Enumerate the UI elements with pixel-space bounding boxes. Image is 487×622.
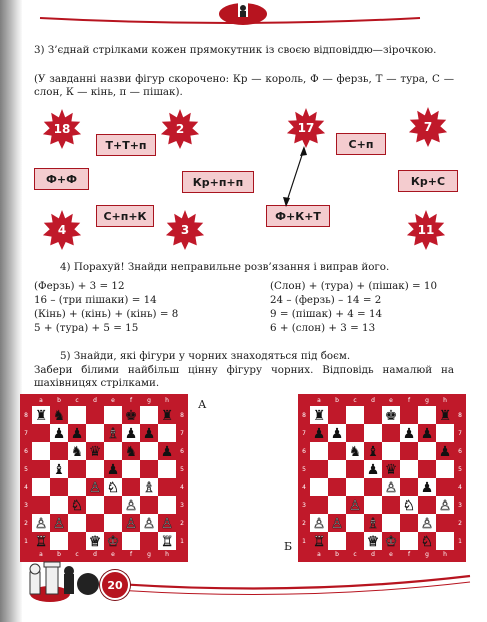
equation: (Ферзь) + 3 = 12 bbox=[34, 280, 125, 292]
chess-piece-icon[interactable]: ♕ bbox=[366, 534, 380, 550]
board-square[interactable] bbox=[400, 514, 418, 532]
equation: 5 + (тура) + 5 = 15 bbox=[34, 322, 139, 334]
chess-piece-icon[interactable]: ♗ bbox=[366, 516, 380, 532]
board-square[interactable] bbox=[382, 514, 400, 532]
expression-box[interactable]: С+п+К bbox=[96, 205, 154, 227]
board-square[interactable] bbox=[32, 424, 50, 442]
board-square[interactable] bbox=[382, 496, 400, 514]
equation: (Кінь) + (кінь) + (кінь) = 8 bbox=[34, 308, 179, 320]
rank-label: 3 bbox=[458, 502, 462, 509]
chess-piece-icon[interactable]: ♙ bbox=[312, 516, 326, 532]
board-square[interactable] bbox=[436, 478, 454, 496]
board-square[interactable] bbox=[50, 496, 68, 514]
rank-label: 3 bbox=[302, 502, 306, 509]
board-square[interactable] bbox=[32, 478, 50, 496]
rank-label: 5 bbox=[24, 466, 28, 473]
rank-label: 6 bbox=[24, 448, 28, 455]
rank-label: 8 bbox=[302, 412, 306, 419]
file-label: e bbox=[111, 551, 115, 558]
file-label: a bbox=[317, 397, 321, 404]
chess-piece-icon[interactable]: ♜ bbox=[160, 408, 174, 424]
chess-piece-icon[interactable]: ♟ bbox=[366, 462, 380, 478]
rank-label: 3 bbox=[180, 502, 184, 509]
task5-text: Забери білими найбільш цінну фігуру чорних. Відповідь намалюй на шахівницях стрілками. bbox=[34, 364, 454, 389]
board-square[interactable] bbox=[158, 460, 176, 478]
board-square[interactable] bbox=[310, 442, 328, 460]
file-label: b bbox=[57, 551, 61, 558]
board-square[interactable] bbox=[68, 532, 86, 550]
expression-box[interactable]: Кр+С bbox=[398, 170, 458, 192]
rank-label: 1 bbox=[24, 538, 28, 545]
board-square[interactable] bbox=[310, 460, 328, 478]
chess-piece-icon[interactable]: ♗ bbox=[106, 426, 120, 442]
chess-piece-icon[interactable]: ♙ bbox=[124, 516, 138, 532]
top-decoration bbox=[0, 0, 487, 26]
board-square[interactable] bbox=[86, 406, 104, 424]
file-label: f bbox=[129, 551, 133, 558]
chess-piece-icon[interactable]: ♘ bbox=[420, 534, 434, 550]
file-label: h bbox=[443, 397, 447, 404]
task5-heading: 5) Знайди, які фігури у чорних знаходяться під боєм. bbox=[60, 350, 351, 362]
chess-piece-icon[interactable]: ♝ bbox=[366, 444, 380, 460]
board-square[interactable] bbox=[50, 532, 68, 550]
board-square[interactable] bbox=[140, 460, 158, 478]
file-label: h bbox=[443, 551, 447, 558]
board-square[interactable] bbox=[68, 406, 86, 424]
star-number: 2 bbox=[175, 122, 185, 136]
board-square[interactable] bbox=[400, 406, 418, 424]
chess-piece-icon[interactable]: ♕ bbox=[88, 534, 102, 550]
rank-label: 2 bbox=[302, 520, 306, 527]
board-square[interactable] bbox=[418, 460, 436, 478]
chess-piece-icon[interactable]: ♔ bbox=[384, 534, 398, 550]
file-label: a bbox=[317, 551, 321, 558]
rank-label: 2 bbox=[180, 520, 184, 527]
expression-box[interactable]: Ф+Ф bbox=[34, 168, 89, 190]
chess-piece-icon[interactable]: ♚ bbox=[124, 408, 138, 424]
chess-piece-icon[interactable]: ♘ bbox=[402, 498, 416, 514]
board-square[interactable] bbox=[140, 406, 158, 424]
board-square[interactable] bbox=[328, 442, 346, 460]
chess-pieces-icon bbox=[30, 562, 99, 602]
chess-piece-icon[interactable]: ♟ bbox=[330, 426, 344, 442]
star-number: 4 bbox=[57, 223, 67, 237]
board-square[interactable] bbox=[400, 478, 418, 496]
equation: 24 – (ферзь) – 14 = 2 bbox=[270, 294, 382, 306]
board-square[interactable] bbox=[436, 532, 454, 550]
rank-label: 4 bbox=[180, 484, 184, 491]
file-label: c bbox=[75, 551, 79, 558]
chess-piece-icon[interactable]: ♞ bbox=[52, 408, 66, 424]
chess-king-icon bbox=[238, 3, 248, 17]
rank-label: 7 bbox=[24, 430, 28, 437]
chess-piece-icon[interactable]: ♙ bbox=[348, 498, 362, 514]
chess-piece-icon[interactable]: ♙ bbox=[88, 480, 102, 496]
chess-piece-icon[interactable]: ♙ bbox=[142, 516, 156, 532]
board-square[interactable] bbox=[346, 424, 364, 442]
equation: 9 = (пішак) + 4 = 14 bbox=[270, 308, 383, 320]
board-square[interactable] bbox=[346, 514, 364, 532]
board-square[interactable] bbox=[328, 496, 346, 514]
rank-label: 7 bbox=[302, 430, 306, 437]
board-square[interactable] bbox=[310, 478, 328, 496]
file-label: g bbox=[425, 551, 429, 558]
board-square[interactable] bbox=[140, 496, 158, 514]
chess-piece-icon[interactable]: ♙ bbox=[160, 516, 174, 532]
chess-piece-icon[interactable]: ♙ bbox=[330, 516, 344, 532]
chess-piece-icon[interactable]: ♟ bbox=[420, 480, 434, 496]
answer-star[interactable] bbox=[42, 109, 82, 149]
answer-star[interactable] bbox=[406, 210, 446, 250]
answer-star[interactable] bbox=[165, 210, 205, 250]
board-square[interactable] bbox=[436, 514, 454, 532]
board-square[interactable] bbox=[68, 460, 86, 478]
star-number: 18 bbox=[53, 122, 71, 136]
rank-label: 5 bbox=[180, 466, 184, 473]
board-square[interactable] bbox=[158, 424, 176, 442]
chess-piece-icon[interactable]: ♚ bbox=[384, 408, 398, 424]
chessboard-a[interactable] bbox=[20, 394, 188, 562]
board-square[interactable] bbox=[158, 478, 176, 496]
board-square[interactable] bbox=[86, 424, 104, 442]
file-label: a bbox=[39, 551, 43, 558]
board-square[interactable] bbox=[104, 496, 122, 514]
answer-star[interactable] bbox=[42, 210, 82, 250]
file-label: c bbox=[353, 551, 357, 558]
rank-label: 1 bbox=[180, 538, 184, 545]
board-square[interactable] bbox=[382, 424, 400, 442]
chess-piece-icon[interactable]: ♞ bbox=[70, 444, 84, 460]
file-label: f bbox=[407, 397, 411, 404]
chess-piece-icon[interactable]: ♜ bbox=[34, 408, 48, 424]
chess-piece-icon[interactable]: ♜ bbox=[438, 408, 452, 424]
file-label: c bbox=[353, 397, 357, 404]
rank-label: 5 bbox=[458, 466, 462, 473]
file-label: a bbox=[39, 397, 43, 404]
board-square[interactable] bbox=[86, 460, 104, 478]
rank-label: 8 bbox=[24, 412, 28, 419]
board-square[interactable] bbox=[32, 460, 50, 478]
star-number: 3 bbox=[180, 223, 190, 237]
answer-star[interactable] bbox=[286, 108, 326, 148]
chess-piece-icon[interactable]: ♞ bbox=[124, 444, 138, 460]
chess-piece-icon[interactable]: ♙ bbox=[438, 498, 452, 514]
board-square[interactable] bbox=[364, 406, 382, 424]
task3-note: (У завданні назви фігур скорочено: Кр — король, Ф — ферзь, Т — тура, С — слон, К — кінь, п — пішак). bbox=[34, 73, 454, 98]
board-square[interactable] bbox=[32, 442, 50, 460]
page-number: 20 bbox=[100, 570, 130, 600]
rank-label: 4 bbox=[302, 484, 306, 491]
board-square[interactable] bbox=[346, 478, 364, 496]
expression-box[interactable]: Т+Т+п bbox=[96, 134, 156, 156]
board-square[interactable] bbox=[364, 478, 382, 496]
file-label: d bbox=[371, 551, 375, 558]
board-square[interactable] bbox=[68, 478, 86, 496]
board-square[interactable] bbox=[50, 478, 68, 496]
board-square[interactable] bbox=[104, 442, 122, 460]
file-label: e bbox=[389, 397, 393, 404]
board-square[interactable] bbox=[122, 478, 140, 496]
equation: 6 + (слон) + 3 = 13 bbox=[270, 322, 376, 334]
board-square[interactable] bbox=[104, 514, 122, 532]
board-label-b: Б bbox=[284, 540, 293, 553]
board-square[interactable] bbox=[328, 478, 346, 496]
rank-label: 2 bbox=[458, 520, 462, 527]
chess-piece-icon[interactable]: ♙ bbox=[34, 516, 48, 532]
board-square[interactable] bbox=[68, 514, 86, 532]
chess-piece-icon[interactable]: ♞ bbox=[348, 444, 362, 460]
chess-piece-icon[interactable]: ♟ bbox=[160, 444, 174, 460]
chess-piece-icon[interactable]: ♟ bbox=[438, 444, 452, 460]
chess-piece-icon[interactable]: ♙ bbox=[52, 516, 66, 532]
answer-star[interactable] bbox=[408, 107, 448, 147]
file-label: c bbox=[75, 397, 79, 404]
file-label: b bbox=[57, 397, 61, 404]
board-square[interactable] bbox=[346, 406, 364, 424]
board-square[interactable] bbox=[328, 532, 346, 550]
star-number: 11 bbox=[417, 223, 435, 237]
chess-piece-icon[interactable]: ♛ bbox=[88, 444, 102, 460]
board-square[interactable] bbox=[436, 424, 454, 442]
board-square[interactable] bbox=[328, 460, 346, 478]
board-square[interactable] bbox=[158, 496, 176, 514]
rank-label: 7 bbox=[180, 430, 184, 437]
chess-piece-icon[interactable]: ♖ bbox=[34, 534, 48, 550]
board-square[interactable] bbox=[50, 442, 68, 460]
rank-label: 6 bbox=[458, 448, 462, 455]
chess-piece-icon[interactable]: ♙ bbox=[420, 516, 434, 532]
board-square[interactable] bbox=[310, 496, 328, 514]
board-square[interactable] bbox=[86, 496, 104, 514]
chess-piece-icon[interactable]: ♝ bbox=[52, 462, 66, 478]
file-label: b bbox=[335, 397, 339, 404]
chess-piece-icon[interactable]: ♔ bbox=[106, 534, 120, 550]
board-square[interactable] bbox=[122, 532, 140, 550]
board-square[interactable] bbox=[140, 532, 158, 550]
board-square[interactable] bbox=[418, 496, 436, 514]
chess-piece-icon[interactable]: ♟ bbox=[142, 426, 156, 442]
chess-piece-icon[interactable]: ♖ bbox=[160, 534, 174, 550]
file-label: g bbox=[147, 397, 151, 404]
chess-piece-icon[interactable]: ♟ bbox=[52, 426, 66, 442]
rank-label: 2 bbox=[24, 520, 28, 527]
board-square[interactable] bbox=[400, 442, 418, 460]
rank-label: 5 bbox=[302, 466, 306, 473]
board-square[interactable] bbox=[436, 460, 454, 478]
chess-piece-icon[interactable]: ♟ bbox=[312, 426, 326, 442]
file-label: f bbox=[407, 551, 411, 558]
file-label: b bbox=[335, 551, 339, 558]
star-number: 17 bbox=[297, 121, 315, 135]
board-square[interactable] bbox=[140, 442, 158, 460]
answer-star[interactable] bbox=[160, 109, 200, 149]
expression-box[interactable]: Кр+п+п bbox=[182, 171, 254, 193]
rank-label: 7 bbox=[458, 430, 462, 437]
chess-piece-icon[interactable]: ♟ bbox=[402, 426, 416, 442]
board-square[interactable] bbox=[418, 406, 436, 424]
file-label: e bbox=[111, 397, 115, 404]
board-square[interactable] bbox=[364, 424, 382, 442]
chess-piece-icon[interactable]: ♟ bbox=[106, 462, 120, 478]
file-label: g bbox=[147, 551, 151, 558]
chess-piece-icon[interactable]: ♟ bbox=[70, 426, 84, 442]
rank-label: 4 bbox=[458, 484, 462, 491]
star-number: 7 bbox=[423, 120, 433, 134]
board-square[interactable] bbox=[122, 460, 140, 478]
chess-piece-icon[interactable]: ♜ bbox=[312, 408, 326, 424]
chess-piece-icon[interactable]: ♘ bbox=[70, 498, 84, 514]
board-square[interactable] bbox=[418, 442, 436, 460]
chess-piece-icon[interactable]: ♛ bbox=[384, 462, 398, 478]
rank-label: 8 bbox=[458, 412, 462, 419]
board-square[interactable] bbox=[104, 406, 122, 424]
board-square[interactable] bbox=[364, 496, 382, 514]
board-square[interactable] bbox=[346, 460, 364, 478]
file-label: h bbox=[165, 397, 169, 404]
task4-heading: 4) Порахуй! Знайди неправильне розв’язання і виправ його. bbox=[60, 261, 390, 273]
rank-label: 3 bbox=[24, 502, 28, 509]
board-label-a: А bbox=[198, 398, 207, 411]
chess-piece-icon[interactable]: ♗ bbox=[142, 480, 156, 496]
file-label: h bbox=[165, 551, 169, 558]
board-square[interactable] bbox=[346, 532, 364, 550]
board-square[interactable] bbox=[400, 460, 418, 478]
chess-piece-icon[interactable]: ♙ bbox=[384, 480, 398, 496]
file-label: d bbox=[93, 397, 97, 404]
chessboard-b[interactable] bbox=[298, 394, 466, 562]
board-square[interactable] bbox=[32, 496, 50, 514]
rank-label: 6 bbox=[302, 448, 306, 455]
chess-piece-icon[interactable]: ♟ bbox=[420, 426, 434, 442]
rank-label: 6 bbox=[180, 448, 184, 455]
rank-label: 1 bbox=[458, 538, 462, 545]
rank-label: 8 bbox=[180, 412, 184, 419]
rank-label: 4 bbox=[24, 484, 28, 491]
file-label: g bbox=[425, 397, 429, 404]
equation: 16 – (три пішаки) = 14 bbox=[34, 294, 157, 306]
chess-piece-icon[interactable]: ♘ bbox=[106, 480, 120, 496]
board-square[interactable] bbox=[86, 514, 104, 532]
bottom-decoration bbox=[0, 558, 487, 622]
file-label: e bbox=[389, 551, 393, 558]
rank-label: 1 bbox=[302, 538, 306, 545]
file-label: d bbox=[93, 551, 97, 558]
file-label: d bbox=[371, 397, 375, 404]
expression-box[interactable]: Ф+К+Т bbox=[266, 205, 330, 227]
equation: (Слон) + (тура) + (пішак) = 10 bbox=[270, 280, 437, 292]
board-square[interactable] bbox=[400, 532, 418, 550]
expression-box[interactable]: С+п bbox=[336, 133, 386, 155]
board-square[interactable] bbox=[328, 406, 346, 424]
task3-heading: 3) З’єднай стрілками кожен прямокутник із своєю відповіддю—зірочкою. bbox=[34, 44, 437, 56]
chess-piece-icon[interactable]: ♟ bbox=[124, 426, 138, 442]
chess-piece-icon[interactable]: ♖ bbox=[312, 534, 326, 550]
page-spine-shadow bbox=[0, 0, 22, 622]
board-square[interactable] bbox=[382, 442, 400, 460]
chess-piece-icon[interactable]: ♙ bbox=[124, 498, 138, 514]
file-label: f bbox=[129, 397, 133, 404]
